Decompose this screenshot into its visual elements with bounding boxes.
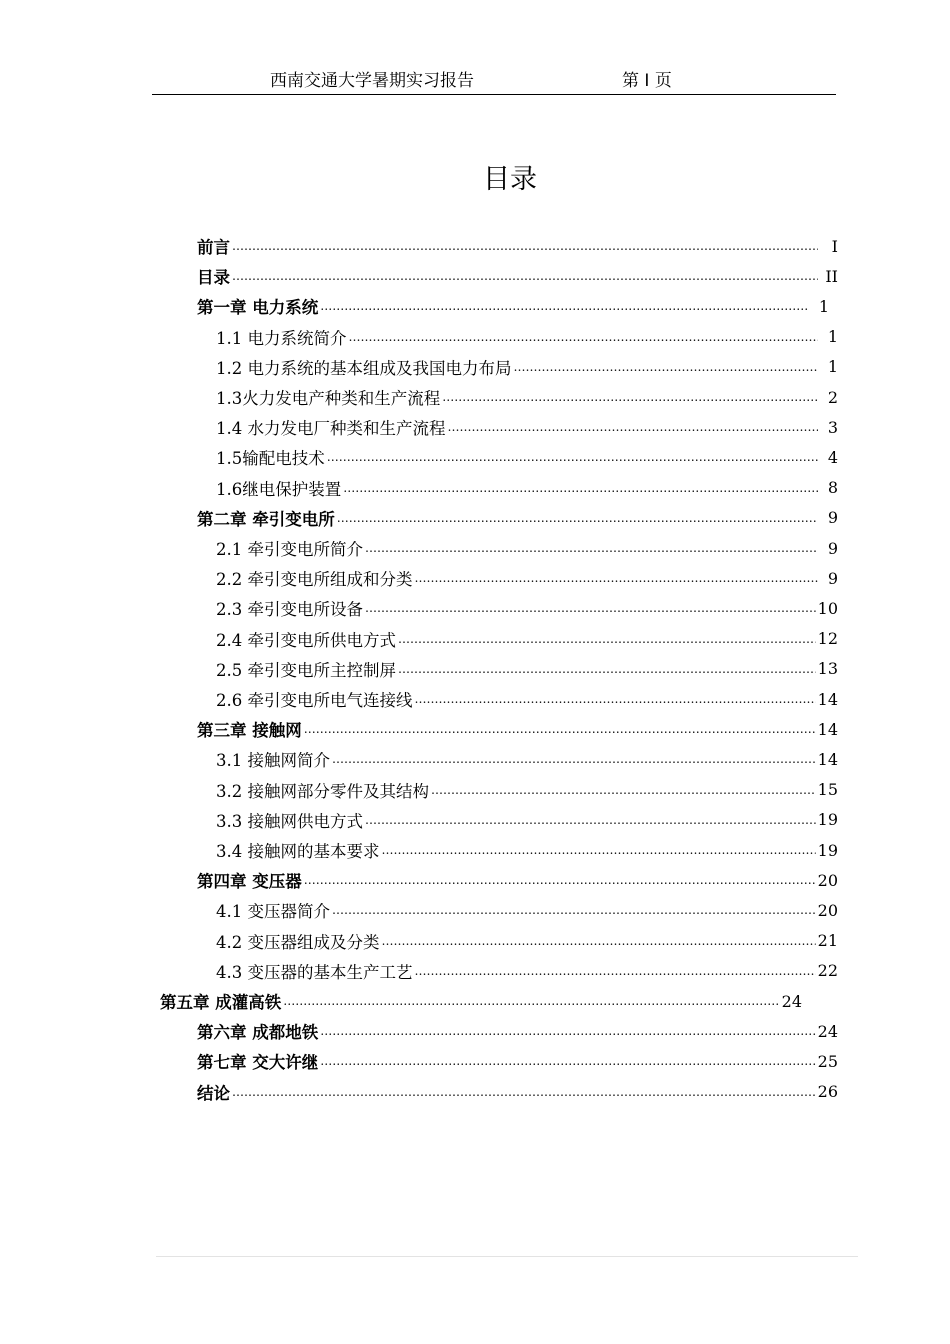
toc-entry [160,986,802,1016]
toc-entry [216,926,838,956]
toc-entry-page: 12 [817,629,838,649]
toc-dot-leader [415,691,816,707]
toc-entry [197,1046,838,1076]
toc-entry [197,231,838,261]
toc-entry [197,714,838,744]
toc-dot-leader [442,389,818,405]
toc-entry-page: 10 [817,598,838,618]
toc-entry-title: 第一章 电力系统 [197,298,319,318]
toc-entry-title: 目录 [197,268,230,288]
toc-entry-title: 第四章 变压器 [197,872,302,892]
toc-entry-page: II [825,266,838,286]
toc-entry [216,654,838,684]
toc-entry [216,442,838,472]
toc-entry-page: 2 [827,387,838,407]
toc-dot-leader [365,600,816,616]
toc-entry-page: 24 [817,1021,838,1041]
toc-entry [216,684,838,714]
toc-entry-page: 9 [827,538,838,558]
toc-entry-title: 第二章 牵引变电所 [197,509,335,529]
toc-entry-page: 22 [817,961,838,981]
toc-dot-leader [514,359,819,375]
toc-entry-title: 2.4 牵引变电所供电方式 [216,630,396,650]
toc-dot-leader [365,540,818,556]
toc-entry-page: 21 [817,931,838,951]
page-header [152,70,836,95]
toc-entry [197,1077,838,1107]
toc-entry-page: 1 [818,296,829,316]
toc-entry-title: 1.6继电保护装置 [216,479,342,499]
toc-entry-page: 1 [827,327,838,347]
toc-dot-leader [349,329,819,345]
toc-entry-title: 4.1 变压器简介 [216,902,330,922]
toc-entry-title: 1.3火力发电产种类和生产流程 [216,389,441,408]
toc-entry-page: 9 [827,568,838,588]
toc-dot-leader [320,298,809,314]
toc-entry-title: 1.2 电力系统的基本组成及我国电力布局 [216,358,512,378]
toc-entry-title: 3.2 接触网部分零件及其结构 [216,781,429,801]
toc-dot-leader [431,782,816,798]
toc-entry-page: 1 [827,357,838,377]
toc-dot-leader [304,721,816,737]
toc-dot-leader [448,419,819,435]
toc-entry-page: 14 [817,689,838,709]
toc-entry-page: I [831,236,838,256]
toc-dot-leader [232,268,818,284]
toc-entry-page: 3 [827,417,838,437]
toc-entry-title: 3.1 接触网简介 [216,751,330,771]
toc-dot-leader [382,842,816,858]
toc-dot-leader [320,1023,815,1039]
toc-entry [216,805,838,835]
toc-dot-leader [320,1053,815,1069]
toc-entry-title: 3.3 接触网供电方式 [216,811,363,831]
toc-entry-page: 20 [817,900,838,920]
toc-entry-page: 20 [817,870,838,890]
toc-entry-page: 19 [817,810,838,830]
toc-entry-page: 19 [817,840,838,860]
footer-divider [156,1256,858,1257]
toc-entry-title: 1.5输配电技术 [216,449,325,469]
toc-entry-title: 结论 [197,1083,230,1103]
toc-entry [197,865,838,895]
toc-dot-leader [232,238,818,254]
toc-entry-page: 24 [781,991,802,1011]
toc-entry-page: 9 [827,508,838,528]
toc-dot-leader [365,812,816,828]
toc-entry-title: 2.6 牵引变电所电气连接线 [216,691,413,710]
toc-dot-leader [327,449,818,465]
toc-entry-page: 25 [817,1051,838,1071]
toc-entry-title: 1.1 电力系统简介 [216,328,347,348]
toc-entry-title: 2.1 牵引变电所简介 [216,540,363,559]
toc-entry-title: 2.2 牵引变电所组成和分类 [216,570,413,590]
header-page-number: 第 I 页 [622,71,672,91]
toc-entry [216,624,838,654]
page-title: 目录 [483,164,537,195]
toc-dot-leader [398,631,816,647]
toc-entry-title: 2.5 牵引变电所主控制屏 [216,660,396,680]
toc-entry-title: 第六章 成都地铁 [197,1023,319,1043]
toc-entry-page: 13 [817,659,838,679]
toc-entry-title: 4.2 变压器组成及分类 [216,932,380,952]
toc-entry [216,533,838,563]
toc-entry [216,322,838,352]
toc-entry [216,563,838,593]
toc-entry-title: 前言 [197,238,230,257]
toc-dot-leader [283,993,779,1009]
toc-entry-title: 第三章 接触网 [197,721,302,741]
toc-entry-title: 2.3 牵引变电所设备 [216,600,363,620]
toc-entry [216,473,838,503]
toc-entry [216,593,838,623]
toc-entry-page: 26 [817,1082,838,1102]
toc-dot-leader [232,1084,816,1100]
toc-entry [216,412,838,442]
toc-entry [216,775,838,805]
toc-dot-leader [337,510,818,526]
toc-dot-leader [332,902,816,918]
toc-entry-page: 14 [817,749,838,769]
toc-dot-leader [304,872,816,888]
toc-dot-leader [398,661,816,677]
toc-dot-leader [415,963,816,979]
toc-entry [197,1016,838,1046]
toc-entry-page: 8 [827,478,838,498]
toc-entry [216,956,838,986]
toc-entry [216,382,838,412]
toc-entry [197,261,838,291]
toc-entry-title: 第七章 交大许继 [197,1053,319,1073]
toc-entry [216,835,838,865]
toc-entry-title: 第五章 成灌高铁 [160,993,282,1012]
toc-entry-page: 15 [817,780,838,800]
toc-entry-page: 14 [817,719,838,739]
toc-entry-title: 3.4 接触网的基本要求 [216,842,380,861]
toc-entry [216,895,838,925]
toc-entry-title: 1.4 水力发电厂种类和生产流程 [216,419,446,439]
toc-entry [216,744,838,774]
toc-dot-leader [382,933,816,949]
toc-dot-leader [415,570,819,586]
toc-entry-page: 4 [827,447,838,467]
toc-entry [197,291,829,321]
toc-dot-leader [332,751,816,767]
toc-entry-title: 4.3 变压器的基本生产工艺 [216,962,413,982]
header-title: 西南交通大学暑期实习报告 [270,71,474,91]
toc-entry [197,503,838,533]
toc-entry [216,352,838,382]
toc-dot-leader [343,480,818,496]
